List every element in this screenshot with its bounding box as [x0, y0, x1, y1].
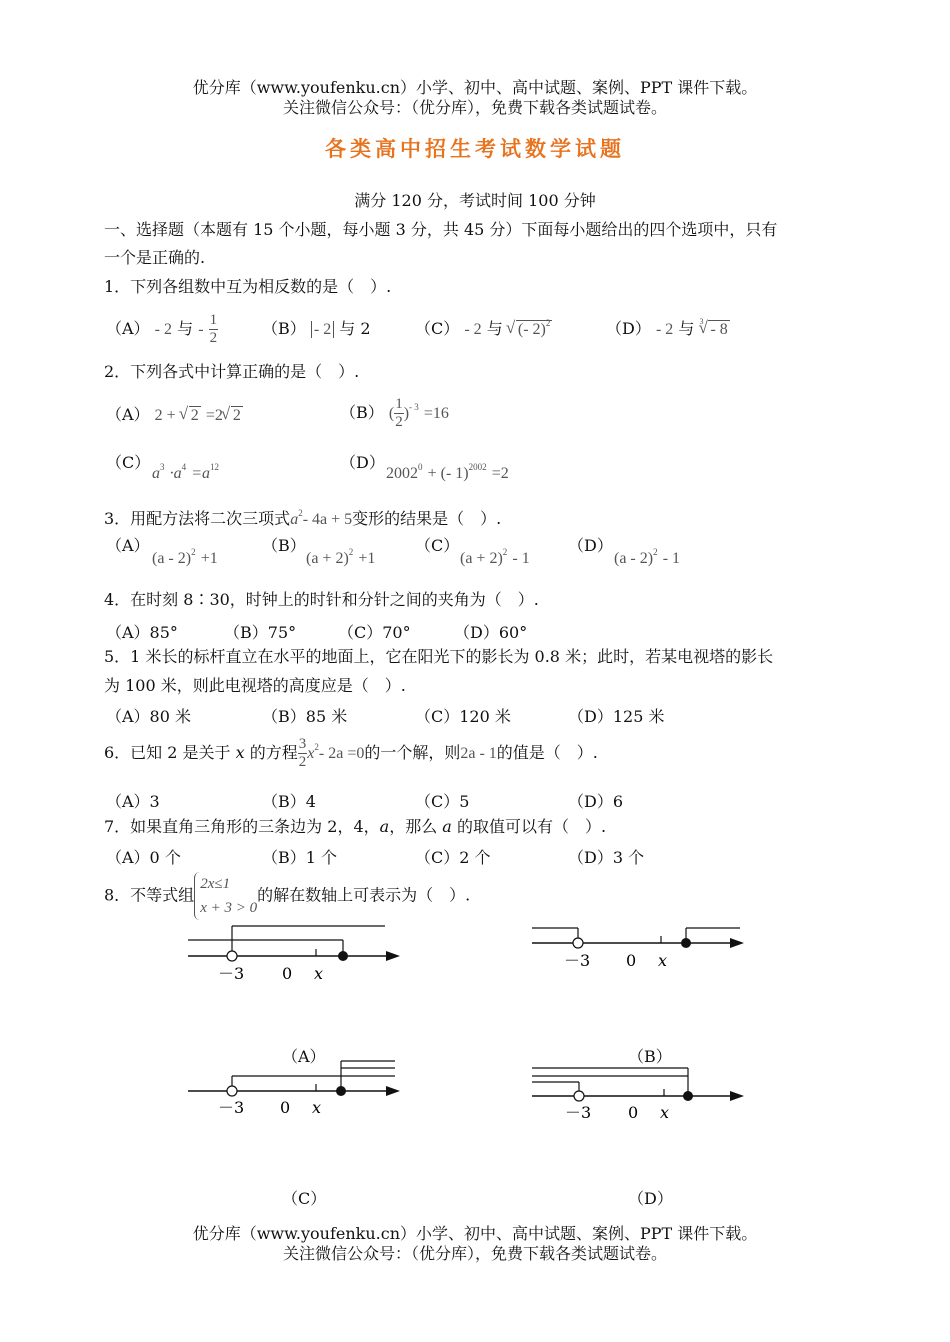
q3-option-a: (a - 2)$^2$ +1	[152, 547, 218, 567]
number-line-d	[528, 1056, 758, 1120]
q7-option-d: （D）3 个	[568, 848, 645, 867]
q4-option-c: （C）70°	[338, 623, 411, 642]
q3-label-b: （B）	[262, 536, 306, 555]
axis-label-neg3: －3	[218, 1098, 245, 1117]
axis-label-neg3: －3	[218, 964, 245, 983]
q3-label-c: （C）	[415, 536, 460, 555]
number-line-d-caption: （D）	[628, 1189, 673, 1208]
q5-option-a: （A）80 米	[106, 707, 192, 726]
page-title: 各类高中招生考试数学试题	[325, 136, 625, 161]
q3-label-d: （D）	[568, 536, 613, 555]
footer-line-1: 优分库（www.youfenku.cn）小学、初中、高中试题、案例、PPT 课件下载。	[192, 1224, 758, 1243]
axis-label-0: 0	[282, 964, 293, 983]
sqrt: √ (- 2)$^2$	[516, 320, 552, 338]
q2-option-b: （B） ( $\frac{1}{2}$ )$^{- 3}$ =16	[340, 396, 449, 430]
axis-label-0: 0	[280, 1098, 291, 1117]
q3-option-c: $(a + 2)^2 - 1$	[460, 547, 530, 567]
q5-option-d: （D）125 米	[568, 707, 665, 726]
cube-root: √ - 8	[708, 320, 729, 338]
q6-option-a: （A）3	[106, 792, 160, 811]
q4-stem: 4．在时刻 8∶30，时钟上的时针和分针之间的夹角为（ ）.	[104, 590, 539, 609]
q1-stem: 1．下列各组数中互为相反数的是（ ）.	[104, 277, 392, 296]
q3-option-b: $(a + 2)^2 +1$	[306, 547, 376, 567]
q4-option-d: （D）60°	[454, 623, 528, 642]
q5-stem-1: 5．1 米长的标杆直立在水平的地面上，它在阳光下的影长为 0.8 米；此时，若某电视塔的影长	[104, 647, 774, 666]
q5-option-c: （C）120 米	[415, 707, 511, 726]
q3-label-a: （A）	[106, 536, 150, 555]
footer-line-2: 关注微信公众号：（优分库），免费下载各类试题试卷。	[282, 1244, 667, 1263]
q3-stem: 3．用配方法将二次三项式$a^2-$ 4a + 5变形的结果是（ ）.	[104, 508, 502, 528]
axis-label-x: x	[312, 1098, 322, 1117]
header-line-2: 关注微信公众号：（优分库），免费下载各类试题试卷。	[282, 98, 667, 117]
axis-label-x: x	[314, 964, 324, 983]
q1-option-d: （D） - 2 与 $^3$√ - 8	[606, 316, 730, 339]
axis-label-0: 0	[628, 1103, 639, 1120]
axis-label-0: 0	[626, 951, 637, 970]
q2-stem: 2．下列各式中计算正确的是（ ）.	[104, 362, 360, 381]
q7-option-c: （C）2 个	[415, 848, 491, 867]
number-line-c	[180, 1056, 410, 1120]
section-instructions-1: 一、选择题（本题有 15 个小题，每小题 3 分，共 45 分）下面每小题给出的四个选项中，只有	[104, 220, 778, 239]
q2-option-c: （C）	[106, 453, 151, 472]
q7-stem: 7．如果直角三角形的三条边为 2，4，a，那么 a 的取值可以有（ ）.	[104, 817, 607, 836]
axis-label-x: x	[658, 951, 668, 970]
number-line-b-caption: （B）	[628, 1047, 672, 1066]
q5-stem-2: 为 100 米，则此电视塔的高度应是（ ）.	[104, 676, 406, 695]
q1-option-c: （C） - 2 与 √ (- 2)$^2$	[415, 316, 552, 339]
q4-option-b: （B）75°	[224, 623, 297, 642]
inequality-system: 2x≤1 x + 3 > 0	[194, 872, 257, 920]
q6-option-b: （B）4	[262, 792, 316, 811]
q3-option-d: (a - 2)$^2$ - 1	[614, 547, 681, 567]
q2-option-a: （A） 2 + √ 2 =2√ 2	[106, 402, 243, 425]
number-line-a-caption: （A）	[282, 1047, 326, 1066]
q1-option-b: （B） - 2 与 2	[262, 319, 371, 338]
q7-option-a: （A）0 个	[106, 848, 181, 867]
q7-option-b: （B）1 个	[262, 848, 338, 867]
exam-subtitle: 满分 120 分，考试时间 100 分钟	[354, 191, 596, 210]
q6-option-c: （C）5	[415, 792, 470, 811]
q4-option-a: （A）85°	[106, 623, 178, 642]
q5-option-b: （B）85 米	[262, 707, 348, 726]
number-line-c-caption: （C）	[282, 1189, 327, 1208]
section-instructions-2: 一个是正确的.	[104, 248, 206, 267]
number-line-b	[528, 922, 758, 982]
q2-option-d: （D）	[340, 453, 385, 472]
q8-stem: 8．不等式组 2x≤1 x + 3 > 0 的解在数轴上可表示为（ ）.	[104, 872, 470, 920]
number-line-a	[180, 922, 410, 992]
axis-label-neg3: －3	[565, 1103, 592, 1120]
q6-option-d: （D）6	[568, 792, 624, 811]
fraction: $\frac{1}{2}$	[209, 312, 218, 346]
q6-stem: 6．已知 2 是关于 x 的方程 $\frac{3}{2}$ $x^2-$ 2a =0的一个解，则2a - 1的值是（ ）.	[104, 736, 598, 770]
axis-label-x: x	[660, 1103, 670, 1120]
q2-option-d-expr: 2002$^0$ + (- 1)$^{2002}$ =2	[386, 462, 509, 482]
axis-label-neg3: －3	[564, 951, 591, 970]
q2-option-c-expr: $a^3 \cdot a^4 =a^{12}$	[152, 462, 219, 482]
header-line-1: 优分库（www.youfenku.cn）小学、初中、高中试题、案例、PPT 课件下载。	[192, 78, 758, 97]
q1-option-a: （A） - 2 与 - $\frac{1}{2}$	[106, 312, 218, 346]
